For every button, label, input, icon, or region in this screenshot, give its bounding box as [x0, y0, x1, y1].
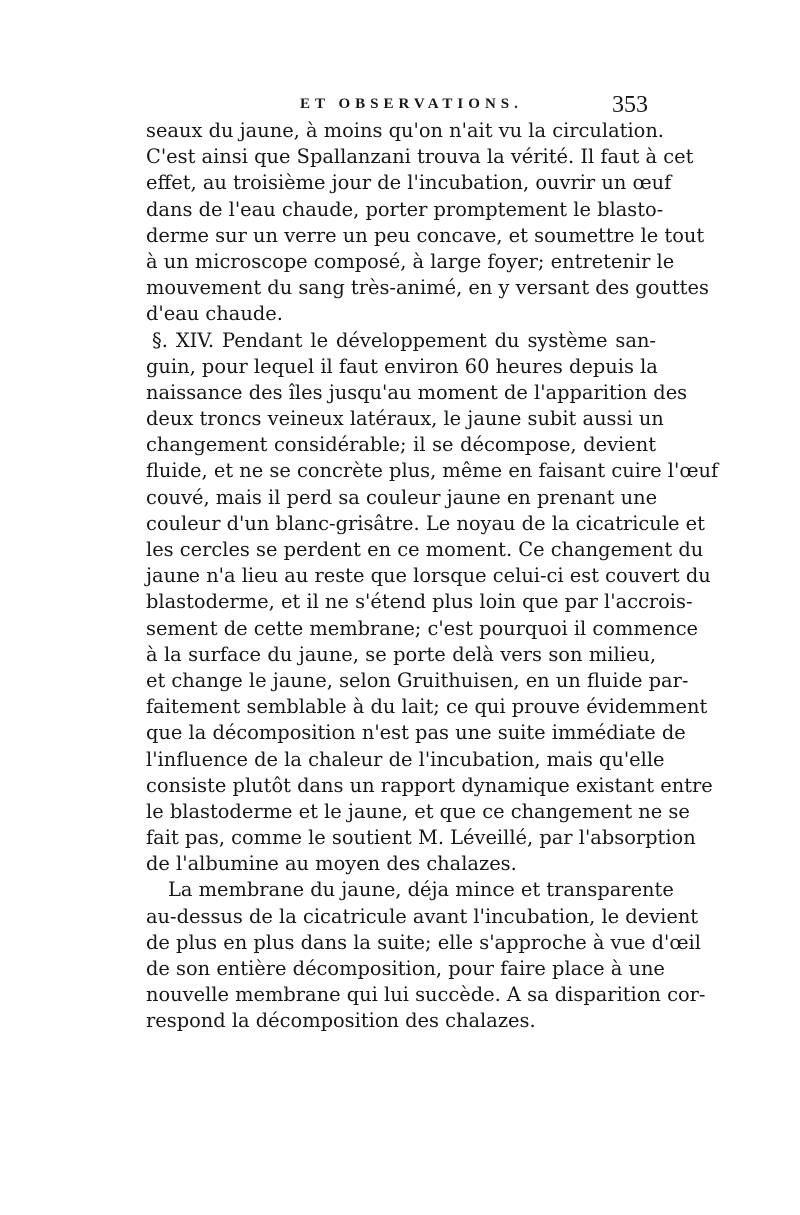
- paragraph-start-line: La membrane du jaune, déja mince et transparente: [168, 878, 674, 902]
- text-line: effet, au troisième jour de l'incubation, ouvrir un œuf: [146, 171, 672, 195]
- text-line: couvé, mais il perd sa couleur jaune en prenant une: [146, 485, 658, 509]
- text-line: d'eau chaude.: [146, 302, 283, 326]
- section-heading-line: §. XIV. Pendant le développement du système san-: [152, 328, 656, 352]
- text-line: guin, pour lequel il faut environ 60 heures depuis la: [146, 354, 658, 378]
- text-line: le blastoderme et le jaune, et que ce changement ne se: [146, 799, 690, 823]
- page-number: 353: [612, 92, 648, 118]
- text-line: de l'albumine au moyen des chalazes.: [146, 852, 517, 876]
- text-line: naissance des îles jusqu'au moment de l'apparition des: [146, 380, 688, 404]
- text-line: mouvement du sang très-animé, en y versant des gouttes: [146, 276, 709, 300]
- text-line: blastoderme, et il ne s'étend plus loin que par l'accrois-: [146, 590, 693, 614]
- running-head: ET OBSERVATIONS.: [300, 96, 523, 112]
- text-line: couleur d'un blanc-grisâtre. Le noyau de la cicatricule et: [146, 511, 705, 535]
- text-line: au-dessus de la cicatricule avant l'incubation, le devient: [146, 904, 699, 928]
- text-line: les cercles se perdent en ce moment. Ce changement du: [146, 538, 704, 561]
- text-line: respond la décomposition des chalazes.: [146, 1009, 536, 1033]
- text-line: à la surface du jaune, se porte delà vers son milieu,: [146, 642, 656, 666]
- text-line: consiste plutôt dans un rapport dynamique existant entre: [146, 773, 713, 797]
- text-line: fait pas, comme le soutient M. Léveillé, par l'absorption: [146, 826, 696, 850]
- text-line: C'est ainsi que Spallanzani trouva la vérité. Il faut à cet: [146, 145, 694, 169]
- text-line: et change le jaune, selon Gruithuisen, en un fluide par-: [146, 668, 689, 692]
- text-line: fluide, et ne se concrète plus, même en faisant cuire l'œuf: [146, 459, 719, 483]
- text-line: nouvelle membrane qui lui succède. A sa disparition cor-: [146, 983, 706, 1007]
- text-line: derme sur un verre un peu concave, et soumettre le tout: [146, 223, 705, 247]
- text-line: deux troncs veineux latéraux, le jaune subit aussi un: [146, 407, 664, 431]
- text-line: de son entière décomposition, pour faire place à une: [146, 957, 665, 980]
- text-line: dans de l'eau chaude, porter promptement le blasto-: [146, 197, 664, 221]
- text-line: de plus en plus dans la suite; elle s'approche à vue d'œil: [146, 930, 701, 954]
- text-line: faitement semblable à du lait; ce qui prouve évidemment: [146, 695, 708, 719]
- text-line: l'influence de la chaleur de l'incubation, mais qu'elle: [146, 747, 665, 771]
- text-line: à un microscope composé, à large foyer; entretenir le: [146, 249, 675, 273]
- text-line: changement considérable; il se décompose, devient: [146, 433, 656, 457]
- body-text: [146, 118, 719, 1035]
- text-line: sement de cette membrane; c'est pourquoi il commence: [146, 616, 699, 640]
- text-line: jaune n'a lieu au reste que lorsque celui-ci est couvert du: [146, 564, 711, 588]
- text-line: que la décomposition n'est pas une suite immédiate de: [146, 721, 686, 745]
- text-line: seaux du jaune, à moins qu'on n'ait vu la circulation.: [146, 119, 664, 142]
